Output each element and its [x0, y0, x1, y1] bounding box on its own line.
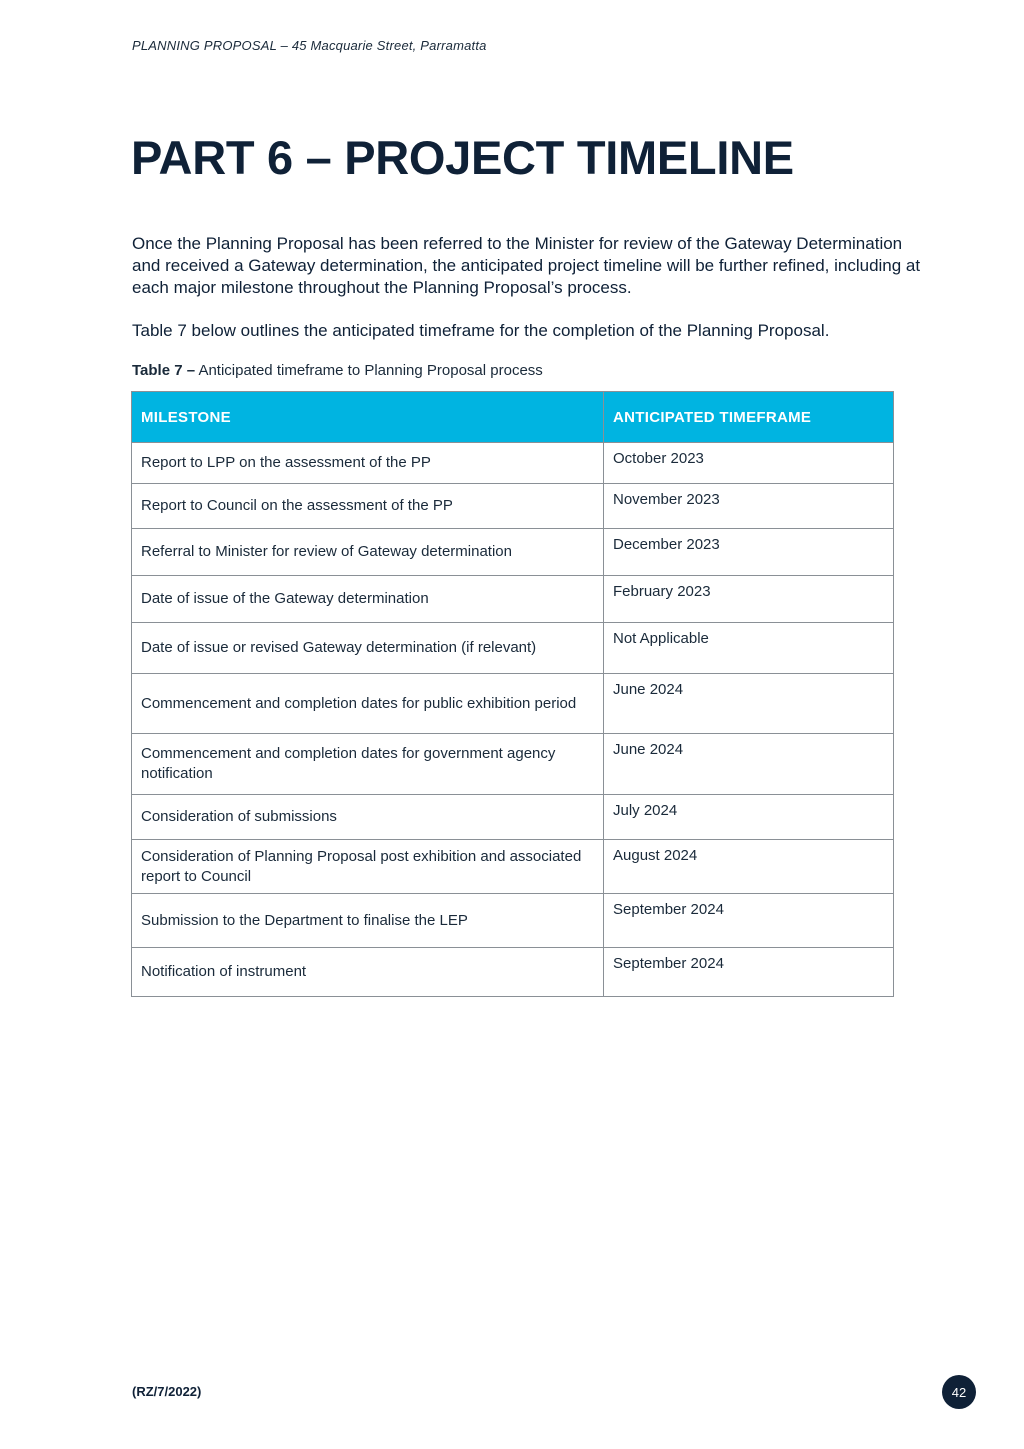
timeline-table — [131, 391, 894, 997]
table-row — [132, 795, 894, 840]
page-number-badge: 42 — [942, 1375, 976, 1409]
table-reference-paragraph: Table 7 below outlines the anticipated timeframe for the completion of the Planning Proposal. — [132, 321, 830, 340]
table-row — [132, 529, 894, 576]
table-row — [132, 734, 894, 795]
timeframe-cell: July 2024 — [604, 795, 894, 840]
intro-paragraph: Once the Planning Proposal has been referred to the Minister for review of the Gateway Determination and received a Gateway determination, the anticipated project timeline will be further refined, including at each major milestone throughout the Planning Proposal’s process. — [132, 234, 921, 297]
table-row — [132, 948, 894, 997]
milestone-cell: Submission to the Department to finalise the LEP — [132, 894, 604, 948]
page-title: PART 6 – PROJECT TIMELINE — [131, 131, 794, 184]
table-row — [132, 576, 894, 623]
timeframe-cell: June 2024 — [604, 734, 894, 795]
milestone-column-header: MILESTONE — [132, 392, 604, 443]
milestone-cell: Commencement and completion dates for public exhibition period — [132, 674, 604, 734]
table-caption-label: Table 7 – — [132, 362, 196, 379]
running-header: PLANNING PROPOSAL – 45 Macquarie Street, Parramatta — [132, 38, 487, 53]
milestone-cell: Referral to Minister for review of Gateway determination — [132, 529, 604, 576]
table-row — [132, 443, 894, 484]
timeframe-column-header: ANTICIPATED TIMEFRAME — [604, 392, 894, 443]
timeframe-cell: February 2023 — [604, 576, 894, 623]
milestone-cell: Report to LPP on the assessment of the PP — [132, 443, 604, 484]
milestone-cell: Commencement and completion dates for government agency notification — [132, 734, 604, 795]
table-row — [132, 623, 894, 674]
table-row — [132, 484, 894, 529]
timeframe-cell: November 2023 — [604, 484, 894, 529]
milestone-cell: Date of issue of the Gateway determination — [132, 576, 604, 623]
milestone-cell: Consideration of Planning Proposal post exhibition and associated report to Council — [132, 840, 604, 894]
timeframe-cell: Not Applicable — [604, 623, 894, 674]
milestone-cell: Report to Council on the assessment of the PP — [132, 484, 604, 529]
table-caption — [132, 362, 543, 379]
milestone-cell: Notification of instrument — [132, 948, 604, 997]
timeframe-cell: September 2024 — [604, 894, 894, 948]
table-caption-text: Anticipated timeframe to Planning Proposal process — [198, 362, 543, 379]
timeframe-cell: October 2023 — [604, 443, 894, 484]
timeframe-cell: December 2023 — [604, 529, 894, 576]
timeframe-cell: September 2024 — [604, 948, 894, 997]
table-row — [132, 674, 894, 734]
timeframe-cell: June 2024 — [604, 674, 894, 734]
timeframe-cell: August 2024 — [604, 840, 894, 894]
milestone-cell: Date of issue or revised Gateway determination (if relevant) — [132, 623, 604, 674]
milestone-cell: Consideration of submissions — [132, 795, 604, 840]
table-header-row — [132, 392, 894, 443]
document-reference: (RZ/7/2022) — [132, 1384, 202, 1399]
table-row — [132, 894, 894, 948]
table-row — [132, 840, 894, 894]
